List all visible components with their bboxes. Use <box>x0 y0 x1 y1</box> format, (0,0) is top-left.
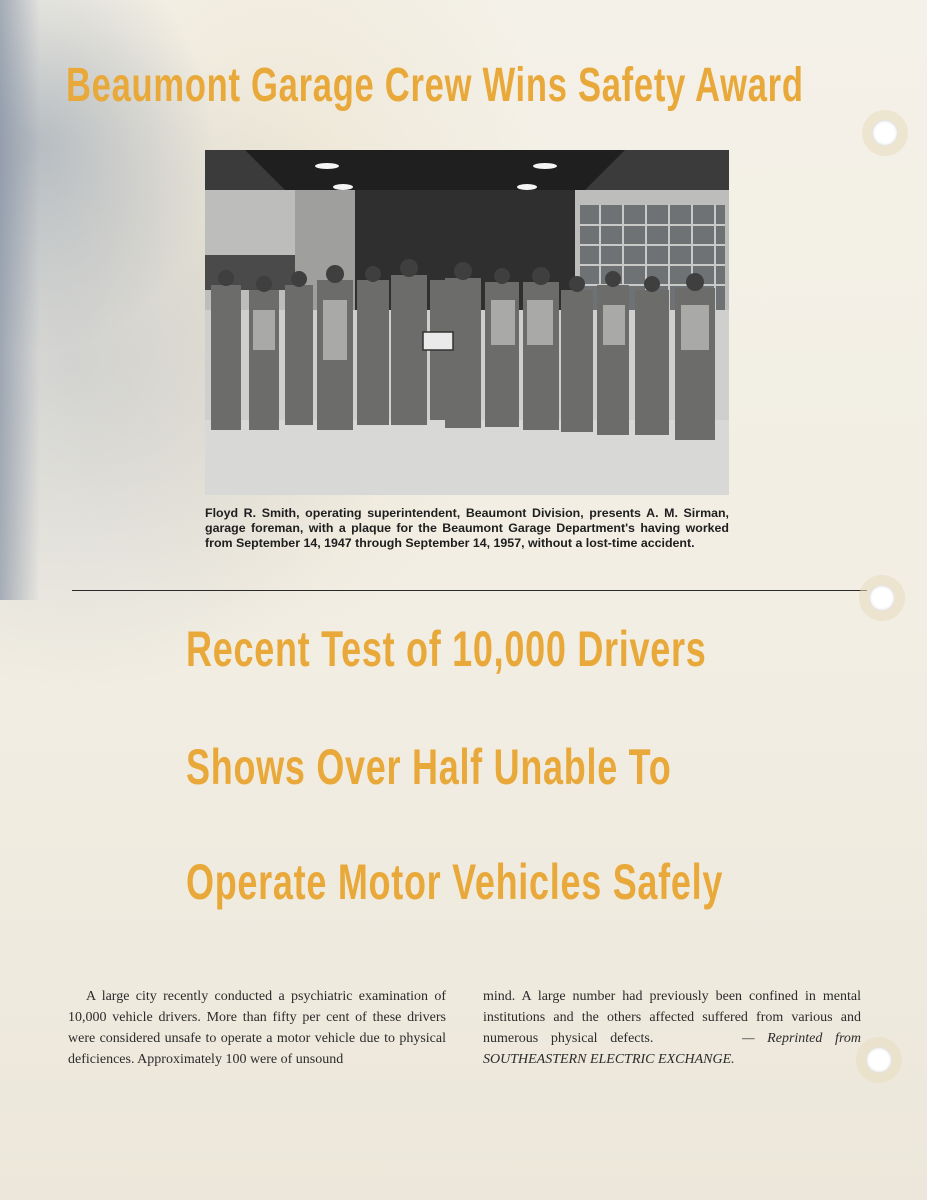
punch-hole-top <box>872 120 898 146</box>
article2-body-right <box>483 986 861 1070</box>
article2-body-right-text: mind. A large number had previously been confined in mental institutions and the others affected suffered from various and numerous physical defects. <box>483 989 861 1046</box>
crew-photo <box>205 150 729 495</box>
section-divider <box>72 590 867 591</box>
punch-hole-middle <box>869 585 895 611</box>
photo-caption: Floyd R. Smith, operating superintendent, Beaumont Division, presents A. M. Sirman, garage foreman, with a plaque for the Beaumont Garage Department's having worked from September 14, 1947 through September 14, 1957, without a lost-time accident. <box>205 506 729 550</box>
article2-headline-line-1: Recent Test of 10,000 Drivers <box>186 621 707 677</box>
article1-headline: Beaumont Garage Crew Wins Safety Award <box>66 59 804 112</box>
article2-body-left: A large city recently conducted a psychiatric examination of 10,000 vehicle drivers. More than fifty per cent of these drivers were considered unsafe to operate a motor vehicle due to physical deficiences. Approximately 100 were of unsound <box>68 989 446 1067</box>
article2-headline-line-3: Operate Motor Vehicles Safely <box>186 854 724 910</box>
reprint-credit: — Reprinted from SOUTHEASTERN ELECTRIC EXCHANGE. <box>483 1031 861 1067</box>
water-stain <box>0 0 40 600</box>
article2-headline-line-2: Shows Over Half Unable To <box>186 739 672 795</box>
punch-hole-bottom <box>866 1047 892 1073</box>
